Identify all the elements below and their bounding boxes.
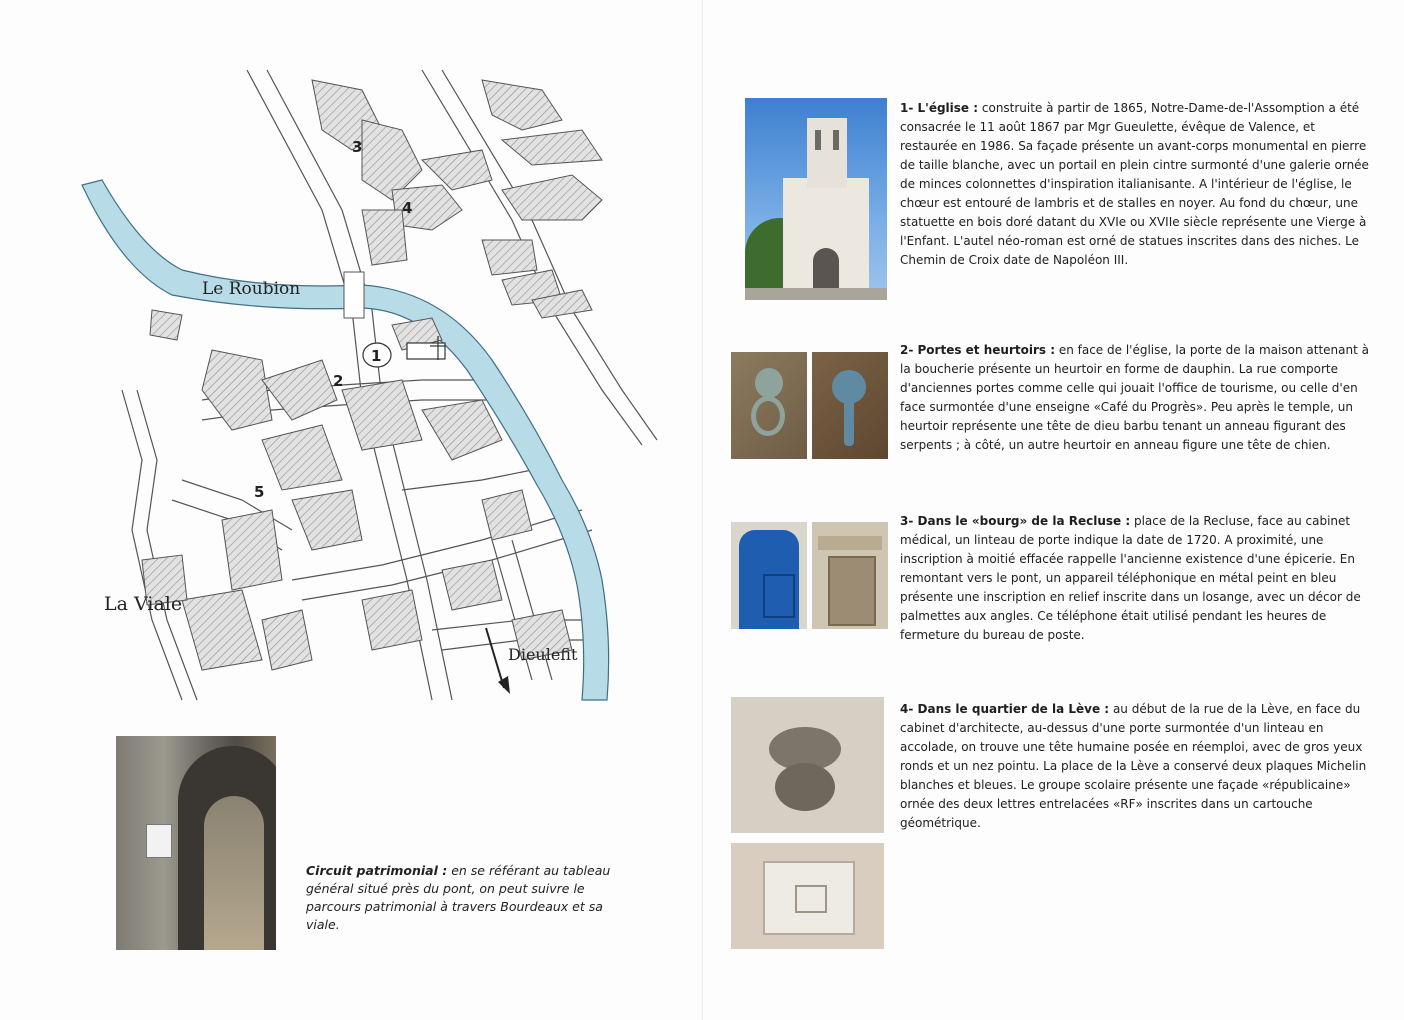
entry-recluse bbox=[900, 512, 1372, 645]
passage-photo bbox=[116, 736, 276, 950]
circuit-caption bbox=[306, 862, 616, 934]
telephone-box-photo bbox=[731, 522, 807, 629]
circuit-title: Circuit patrimonial : bbox=[306, 863, 448, 878]
map-drawing bbox=[62, 60, 662, 710]
village-map bbox=[62, 60, 662, 710]
bridge bbox=[344, 272, 364, 318]
map-marker-4: 4 bbox=[402, 199, 413, 217]
entry-recluse-body: place de la Recluse, face au cabinet médical, un linteau de porte indique la date de 1720. A proximité, une inscription à moitié effacée rappelle l'ancienne existence d'une épicerie. En remontant vers le pont, un appareil téléphonique en métal peint en bleu présente une inscription en relief inscrite dans un losange, avec un décor de palmettes aux angles. Ce téléphone était utilisé pendant les heures de fermeture du bureau de poste. bbox=[900, 514, 1361, 642]
entry-portes-body: en face de l'église, la porte de la maison attenant à la boucherie présente un heurtoir en forme de dauphin. La rue comporte d'anciennes portes comme celle qui jouait l'office de tourisme, ou celle d'en face surmontée d'une enseigne «Café du Progrès». Peu après le temple, un heurtoir représente une tête de dieu barbu tenant un anneau figurant des serpents ; à côté, un autre heurtoir en anneau figure une tête de chien. bbox=[900, 343, 1369, 452]
map-marker-5: 5 bbox=[254, 483, 265, 501]
knocker-lion-photo bbox=[731, 352, 807, 459]
entry-portes bbox=[900, 341, 1372, 455]
direction-arrow bbox=[486, 628, 510, 694]
entry-eglise-body: construite à partir de 1865, Notre-Dame-de-l'Assomption a été consacrée le 11 août 1867 par Mgr Gueulette, évêque de Valence, et restaurée en 1986. Sa façade présente un avant-corps monumental en pierre de taille blanche, avec un portail en plein cintre surmonté d'une galerie ornée de minces colonnettes d'inspiration italianisante. A l'intérieur de l'église, le chœur est entouré de lambris et de stalles en noyer. Au fond du chœur, une statuette en bois doré datant du XVIe ou XVIIe siècle représente une Vierge à l'Enfant. L'autel néo-roman est orné de statues inscrites dans des niches. Le Chemin de Croix date de Napoléon III. bbox=[900, 101, 1369, 267]
map-marker-3: 3 bbox=[352, 138, 363, 156]
circuit-body: en se référant au tableau général situé près du pont, on peut suivre le parcours patrimonial à travers Bourdeaux et sa viale. bbox=[306, 863, 611, 932]
entry-eglise bbox=[900, 99, 1372, 270]
entry-leve bbox=[900, 700, 1372, 833]
entry-eglise-title: 1- L'église : bbox=[900, 101, 979, 115]
map-marker-2: 2 bbox=[333, 372, 344, 390]
stone-head-photo bbox=[731, 697, 884, 833]
map-buildings bbox=[142, 80, 602, 670]
rf-cartouche-photo bbox=[731, 843, 884, 949]
map-marker-1: 1 bbox=[371, 347, 382, 365]
entry-leve-body: au début de la rue de la Lève, en face du cabinet d'architecte, au-dessus d'une porte surmontée d'un linteau en accolade, on trouve une tête humaine posée en réemploi, avec de gros yeux ronds et un nez pointu. La place de la Lève a conservé deux plaques Michelin blanches et bleues. Le groupe scolaire présente une façade «républicaine» ornée des deux lettres entrelacées «RF» inscrites dans un cartouche géométrique. bbox=[900, 702, 1367, 830]
entry-portes-title: 2- Portes et heurtoirs : bbox=[900, 343, 1055, 357]
door-lintel-photo bbox=[812, 522, 888, 629]
map-label-village: La Viale bbox=[104, 593, 183, 615]
photo-lane bbox=[204, 796, 264, 950]
entry-recluse-title: 3- Dans le «bourg» de la Recluse : bbox=[900, 514, 1131, 528]
page-fold bbox=[702, 0, 703, 1020]
church-photo bbox=[745, 98, 887, 300]
knocker-dolphin-photo bbox=[812, 352, 888, 459]
map-label-river: Le Roubion bbox=[202, 279, 301, 299]
entry-leve-title: 4- Dans le quartier de la Lève : bbox=[900, 702, 1110, 716]
photo-sign bbox=[146, 824, 172, 858]
map-label-direction: Dieulefit bbox=[508, 645, 578, 664]
